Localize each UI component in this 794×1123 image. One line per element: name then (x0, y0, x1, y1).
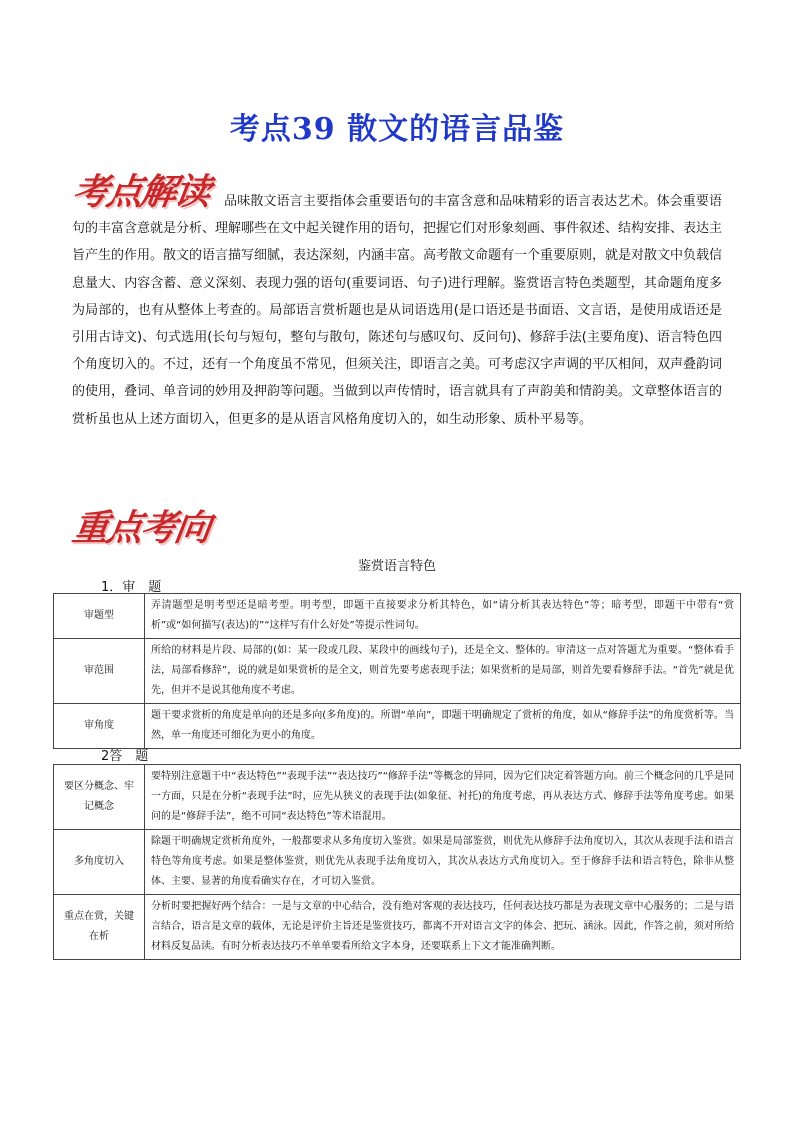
row-value: 题干要求赏析的角度是单向的还是多向(多角度)的。所谓“单向”，即题干明确规定了赏析的角度，如从“修辞手法”的角度赏析等。当然，单一角度还可细化为更小的角度。 (145, 704, 741, 749)
answer-table (53, 764, 741, 960)
review-table (53, 593, 741, 749)
table-row (54, 639, 741, 704)
intro-paragraph (72, 188, 722, 433)
row-key: 审题型 (54, 594, 145, 639)
row-key: 审角度 (54, 704, 145, 749)
intro-text: 品味散文语言主要指体会重要语句的丰富含意和品味精彩的语言表达艺术。体会重要语句的丰富含意就是分析、理解哪些在文中起关键作用的语句，把握它们对形象刻画、事件叙述、结构安排、表达主旨产生的作用。散文的语言描写细腻，表达深刻，内涵丰富。高考散文命题有一个重要原则，就是对散文中负载信息量大、内容含蓄、意义深刻、表现力强的语句(重要词语、句子)进行理解。鉴赏语言特色类题型，其命题角度多为局部的，也有从整体上考查的。局部语言赏析题也是从词语选用(是口语还是书面语、文言语，是使用成语还是引用古诗文)、句式选用(长句与短句，整句与散句，陈述句与感叹句、反问句)、修辞手法(主要角度)、语言特色四个角度切入的。不过，还有一个角度虽不常见，但须关注，即语言之美。可考虑汉字声调的平仄相间，双声叠韵词的使用，叠词、单音词的妙用及押韵等问题。当做到以声传情时，语言就具有了声韵美和情韵美。文章整体语言的赏析虽也从上述方面切入，但更多的是从语言风格角度切入的，如生动形象、质朴平易等。 (72, 194, 723, 427)
section-banner-focus: 重点考向 (69, 507, 212, 549)
row-value: 分析时要把握好两个结合：一是与文章的中心结合，没有绝对客观的表达技巧，任何表达技巧都是为表现文章中心服务的；二是与语言结合，语言是文章的载体，无论是评价主旨还是鉴赏技巧，都离不开对语言文字的体会、把玩、涵泳。因此，作答之前，须对所给材料反复品读。有时分析表达技巧不单单要看所给文字本身，还要联系上下文才能准确判断。 (145, 895, 741, 960)
row-value: 要特别注意题干中“表达特色”“表现手法”“表达技巧”“修辞手法”等概念的异同，因为它们决定着答题方向。前三个概念问的几乎是同一方面，只是在分析“表现手法”时，应先从狭义的表现手法(如象征、衬托)的角度考虑，再从表达方式、修辞手法等角度考虑。如果问的是“修辞手法”，绝不可同“表达特色”等术语混用。 (145, 765, 741, 830)
subheading: 鉴赏语言特色 (357, 559, 436, 574)
row-key: 要区分概念、牢记概念 (54, 765, 145, 830)
row-key: 审范围 (54, 639, 145, 704)
row-value: 所给的材料是片段、局部的(如：某一段或几段、某段中的画线句子)，还是全文、整体的。审清这一点对答题尤为重要。“整体看手法，局部看修辞”，说的就是如果赏析的是全文，则首先要考虑表现手法；如果赏析的是局部，则首先要看修辞手法。“首先”就是优先，但并不是说其他角度不考虑。 (145, 639, 741, 704)
table-row (54, 765, 741, 830)
row-value: 除题干明确规定赏析角度外，一般都要求从多角度切入鉴赏。如果是局部鉴赏，则优先从修辞手法角度切入，其次从表现手法和语言特色等角度考虑。如果是整体鉴赏，则优先从表现手法角度切入，其次从表达方式角度切入。至于修辞手法和语言特色，除非从整体、主要、显著的角度看确实存在，才可切入鉴赏。 (145, 830, 741, 895)
row-value: 弄清题型是明考型还是暗考型。明考型，即题干直接要求分析其特色，如“请分析其表达特色”等；暗考型，即题干中带有“赏析”或“如何描写(表达)的”“这样写有什么好处”等提示性词句。 (145, 594, 741, 639)
section-banner-interpretation: 考点解读 (69, 171, 212, 213)
table-row (54, 594, 741, 639)
table-row (54, 830, 741, 895)
row-key: 多角度切入 (54, 830, 145, 895)
table-row (54, 895, 741, 960)
section-2-title: 2答 题 (101, 749, 149, 764)
row-key: 重点在赏，关键在析 (54, 895, 145, 960)
page-title: 考点39 散文的语言品鉴 (229, 112, 565, 147)
table-row (54, 704, 741, 749)
section-1-title: 1．审 题 (101, 580, 162, 595)
